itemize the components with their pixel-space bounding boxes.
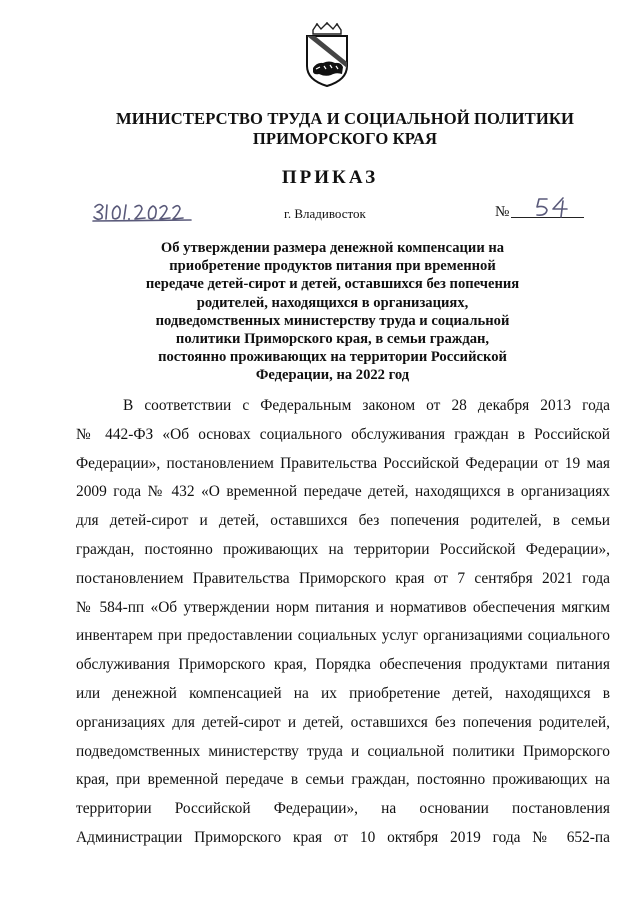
document-type-title: ПРИКАЗ	[281, 167, 379, 188]
ministry-name	[90, 109, 600, 149]
subject-line: родителей, находящихся в организациях,	[196, 294, 469, 311]
ministry-name-line: МИНИСТЕРСТВО ТРУДА И СОЦИАЛЬНОЙ ПОЛИТИКИ	[116, 109, 574, 128]
subject-line: Об утверждении размера денежной компенсации на	[160, 240, 505, 256]
subject-line: постоянно проживающих на территории Российской	[158, 349, 507, 366]
order-subject	[100, 239, 565, 385]
body-line: Федерации», постановлением Правительства Российской Федерации от 19 мая	[76, 454, 610, 472]
subject-line: передаче детей-сирот и детей, оставшихся без попечения	[145, 276, 520, 293]
body-line: Администрации Приморского края от 10 октября 2019 года № 652-па	[76, 828, 610, 846]
body-line: № 442-ФЗ «Об основах социального обслуживания граждан в Российской	[76, 425, 610, 443]
ministry-name-line: ПРИМОРСКОГО КРАЯ	[252, 129, 438, 148]
body-line: инвентарем при предоставлении социальных услуг организациями социального	[76, 627, 610, 645]
subject-line: Федерации, на 2022 год	[255, 367, 410, 384]
body-line: В соответствии с Федеральным законом от 28 декабря 2013 года	[123, 397, 610, 414]
city-label: г. Владивосток	[284, 206, 366, 221]
order-body-text	[76, 392, 610, 853]
body-line: для детей-сирот и детей, оставшихся без попечения родителей, в семьи	[76, 512, 610, 530]
body-line: граждан, постоянно проживающих на территории Российской Федерации»,	[76, 540, 610, 558]
body-line: обслуживания Приморского края, Порядка обеспечения продуктами питания	[76, 656, 610, 674]
body-line: организациях для детей-сирот и детей, оставшихся без попечения родителей,	[76, 713, 610, 731]
body-line: или денежной компенсацией на их приобретение детей, находящихся в	[76, 684, 610, 702]
coat-of-arms-emblem	[301, 22, 353, 88]
body-line: подведомственных министерству труда и социальной политики Приморского	[76, 742, 610, 760]
body-line: края, при временной передаче в семьи граждан, постоянно проживающих на	[76, 771, 610, 789]
subject-line: приобретение продуктов питания при временной	[169, 258, 496, 275]
handwritten-order-number	[533, 195, 573, 219]
body-line: № 584-пп «Об утверждении норм питания и нормативов обеспечения мягким	[76, 598, 610, 616]
body-line: постановлением Правительства Приморского края от 7 сентября 2021 года	[76, 569, 610, 587]
body-line: 2009 года № 432 «О временной передаче детей, находящихся в организациях	[76, 483, 610, 501]
order-number-label: №	[495, 204, 510, 220]
subject-line: политики Приморского края, в семьи граждан,	[175, 331, 490, 348]
body-line: территории Российской Федерации», на основании постановления	[76, 800, 610, 818]
handwritten-date	[91, 199, 195, 223]
subject-line: подведомственных министерству труда и социальной	[155, 312, 510, 329]
